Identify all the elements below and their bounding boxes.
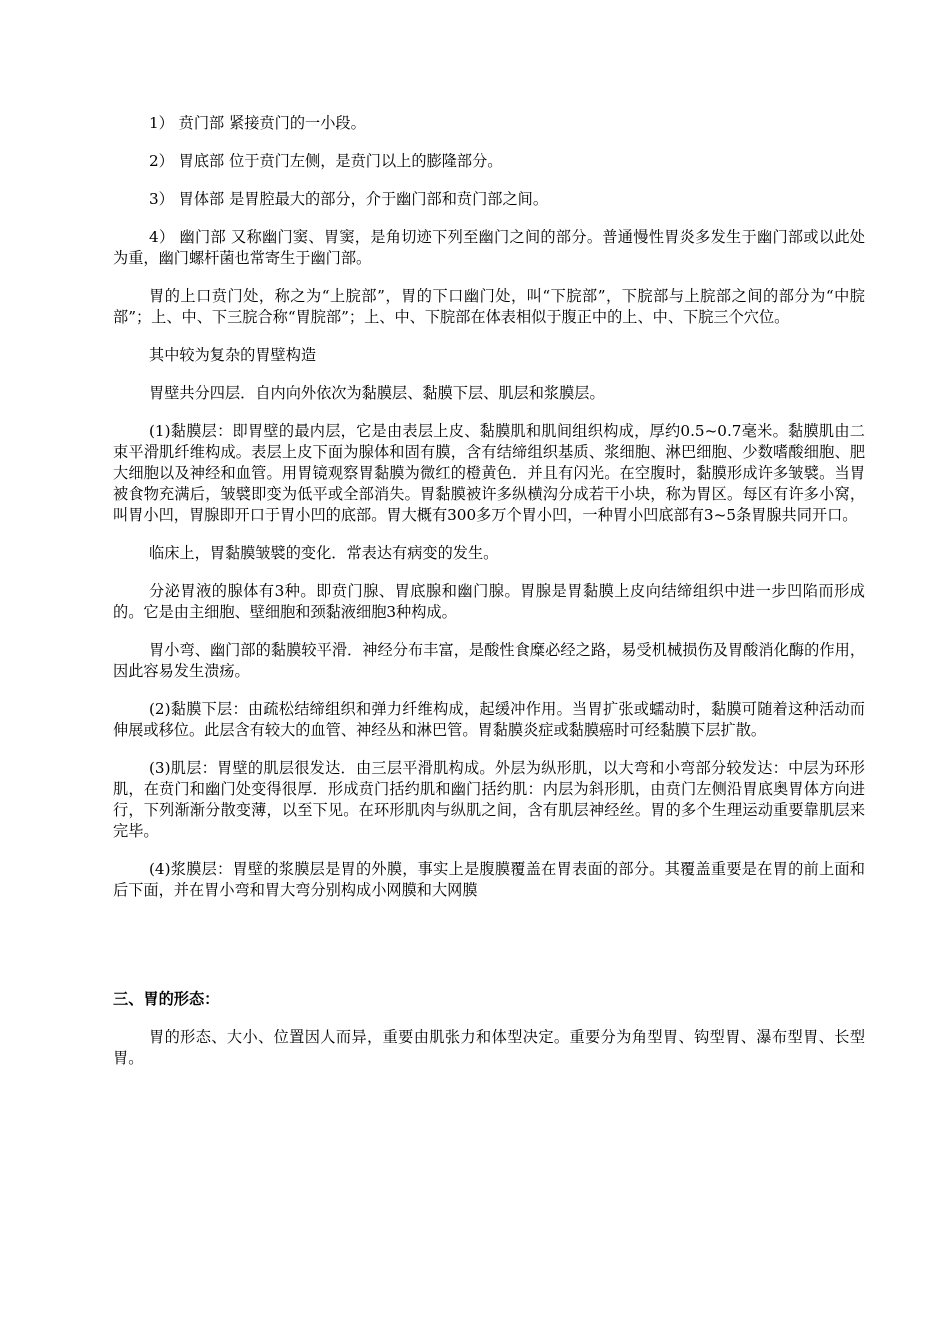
paragraph-muscularis: (3)肌层：胃壁的肌层很发达．由三层平滑肌构成。外层为纵形肌，以大弯和小弯部分较发达：中层为环形肌，在贲门和幽门处变得很厚．形成贲门括约肌和幽门括约肌：内层为斜形肌，由贲门左侧沿胃底奥胃体方向进行，下列渐渐分散变薄，以至下见。在环形肌肉与纵肌之间，含有肌层神经丝。胃的多个生理运动重要靠肌层来完毕。	[113, 759, 865, 840]
paragraph-body-part: 3） 胃体部 是胃腔最大的部分，介于幽门部和贲门部之间。	[149, 190, 549, 208]
paragraph-lesser-curvature: 胃小弯、幽门部的黏膜较平滑．神经分布丰富，是酸性食糜必经之路，易受机械损伤及胃酸消化酶的作用，因此容易发生溃疡。	[113, 641, 865, 680]
section-heading: 三、胃的形态：	[113, 990, 220, 1008]
document-body	[113, 113, 865, 1069]
paragraph-submucosa: (2)黏膜下层：由疏松结缔组织和弹力纤维构成，起缓冲作用。当胃扩张或蠕动时，黏膜可随着这种活动而伸展或移位。此层含有较大的血管、神经丛和淋巴管。胃黏膜炎症或黏膜癌时可经黏膜下层扩散。	[113, 700, 865, 739]
paragraph-serosa: (4)浆膜层：胃壁的浆膜层是胃的外膜，事实上是腹膜覆盖在胃表面的部分。其覆盖重要是在胃的前上面和后下面，并在胃小弯和胃大弯分别构成小网膜和大网膜	[113, 860, 865, 899]
paragraph-wall-intro: 其中较为复杂的胃壁构造	[149, 346, 317, 364]
paragraph-fundus-part: 2） 胃底部 位于贲门左侧，是贲门以上的膨隆部分。	[149, 152, 503, 170]
paragraph-glands: 分泌胃液的腺体有3种。即贲门腺、胃底腺和幽门腺。胃腺是胃黏膜上皮向结缔组织中进一步凹陷而形成的。它是由主细胞、壁细胞和颈黏液细胞3种构成。	[113, 582, 865, 621]
paragraph-wanbu: 胃的上口贲门处，称之为“上脘部”，胃的下口幽门处，叫“下脘部”，下脘部与上脘部之间的部分为“中脘部”；上、中、下三脘合称“胃脘部”；上、中、下脘部在体表相似于腹正中的上、中、下脘三个穴位。	[113, 287, 865, 326]
paragraph-clinical: 临床上，胃黏膜皱襞的变化．常表达有病变的发生。	[149, 544, 499, 562]
paragraph-wall-layers: 胃壁共分四层．自内向外依次为黏膜层、黏膜下层、肌层和浆膜层。	[149, 384, 605, 402]
paragraph-stomach-shape: 胃的形态、大小、位置因人而异，重要由肌张力和体型决定。重要分为角型胃、钩型胃、瀑布型胃、长型胃。	[113, 1028, 865, 1067]
paragraph-mucosa: (1)黏膜层：即胃壁的最内层，它是由表层上皮、黏膜肌和肌间组织构成，厚约0.5~0.7毫米。黏膜肌由二束平滑肌纤维构成。表层上皮下面为腺体和固有膜，含有结缔组织基质、浆细胞、淋巴细胞、少数嗜酸细胞、肥大细胞以及神经和血管。用胃镜观察胃黏膜为微红的橙黄色．并且有闪光。在空腹时，黏膜形成许多皱襞。当胃被食物充满后，皱襞即变为低平或全部消失。胃黏膜被许多纵横沟分成若干小块，称为胃区。每区有许多小窝，叫胃小凹，胃腺即开口于胃小凹的底部。胃大概有300多万个胃小凹，一种胃小凹底部有3~5条胃腺共同开口。	[113, 422, 865, 524]
paragraph-cardia-part: 1） 贲门部 紧接贲门的一小段。	[149, 114, 366, 132]
paragraph-pylorus-part: 4） 幽门部 又称幽门窦、胃窦，是角切迹下列至幽门之间的部分。普通慢性胃炎多发生于幽门部或以此处为重，幽门螺杆菌也常寄生于幽门部。	[113, 228, 865, 267]
